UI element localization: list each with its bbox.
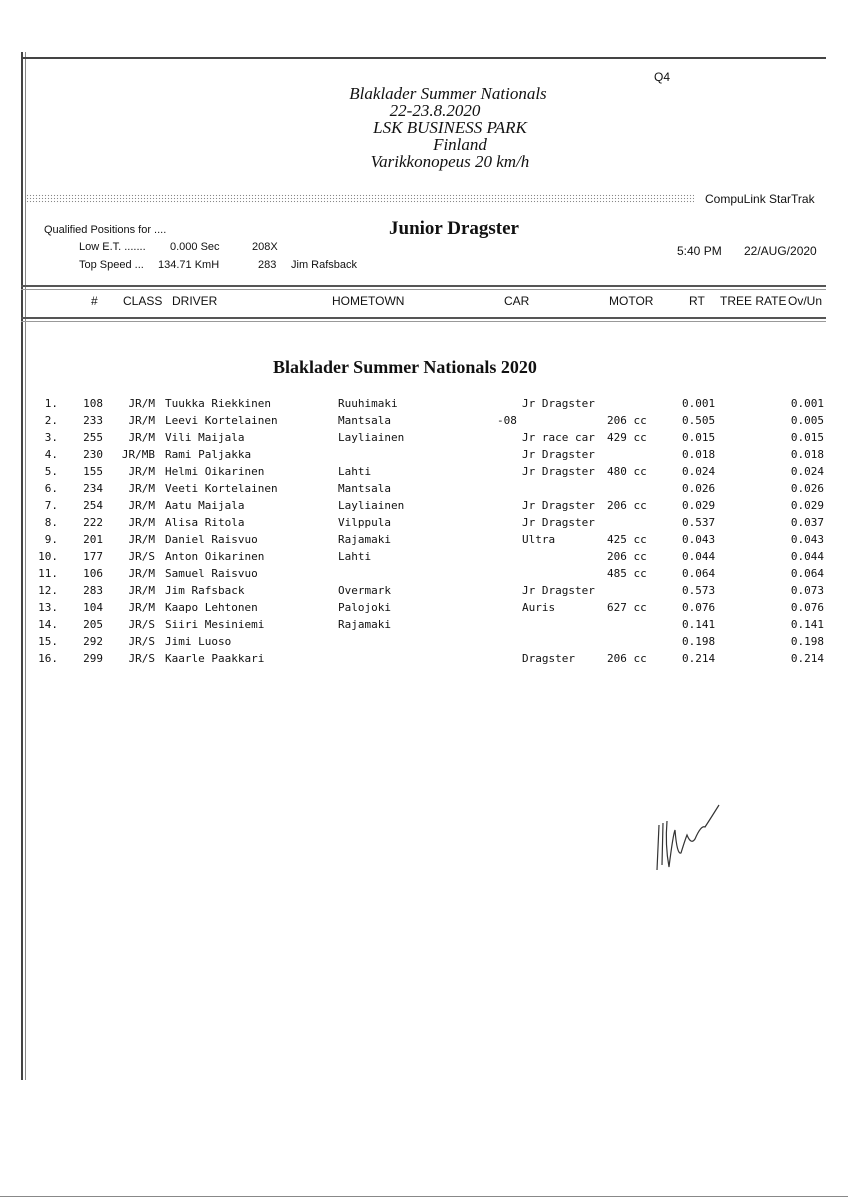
header-rule-top-thin (21, 289, 826, 290)
class-title: Junior Dragster (389, 218, 519, 239)
cell-class: JR/S (128, 635, 155, 648)
cell-num: 108 (83, 397, 103, 410)
cell-driver: Veeti Kortelainen (165, 482, 278, 495)
col-tree-rate: TREE RATE (720, 294, 787, 308)
result-row (0, 618, 848, 635)
cell-class: JR/M (128, 516, 155, 529)
result-row (0, 652, 848, 669)
low-et-car: 208X (252, 241, 278, 253)
cell-hometown: Layliainen (338, 499, 405, 512)
cell-rt: 0.018 (682, 448, 716, 461)
cell-car: Jr Dragster (522, 397, 595, 410)
cell-ovun: 0.073 (790, 584, 824, 597)
cell-num: 177 (83, 550, 103, 563)
cell-ovun: 0.037 (790, 516, 824, 529)
page-bottom-edge (0, 1196, 848, 1197)
cell-ovun: 0.214 (790, 652, 824, 665)
report-date: 22/AUG/2020 (744, 244, 817, 258)
cell-pos: 5. (44, 465, 58, 478)
cell-ovun: 0.198 (790, 635, 824, 648)
cell-class: JR/M (128, 567, 155, 580)
cell-ovun: 0.076 (790, 601, 824, 614)
cell-pos: 12. (38, 584, 58, 597)
cell-rt: 0.198 (682, 635, 716, 648)
cell-pos: 4. (44, 448, 58, 461)
header-rule-top (21, 285, 826, 287)
cell-num: 104 (83, 601, 103, 614)
cell-driver: Vili Maijala (165, 431, 245, 444)
event-dates: 22-23.8.2020 (389, 101, 481, 120)
cell-ovun: 0.005 (790, 414, 824, 427)
software-label: CompuLink StarTrak (705, 192, 815, 206)
col-driver: DRIVER (172, 294, 218, 308)
result-row (0, 448, 848, 465)
top-speed-car: 283 (258, 259, 277, 271)
event-venue: LSK BUSINESS PARK (373, 118, 527, 137)
cell-rt: 0.026 (682, 482, 716, 495)
cell-rt: 0.076 (682, 601, 716, 614)
cell-rt: 0.029 (682, 499, 716, 512)
low-et-value: 0.000 Sec (170, 241, 220, 253)
result-row (0, 601, 848, 618)
cell-class: JR/M (128, 499, 155, 512)
event-country: Finland (433, 135, 487, 154)
event-name: Blaklader Summer Nationals (349, 84, 547, 103)
cell-class: JR/M (128, 533, 155, 546)
cell-car: -08 (497, 414, 517, 427)
col-car: CAR (504, 294, 530, 308)
cell-class: JR/M (128, 482, 155, 495)
report-time: 5:40 PM (677, 244, 722, 258)
cell-pos: 8. (44, 516, 58, 529)
cell-pos: 11. (38, 567, 58, 580)
cell-class: JR/MB (121, 448, 155, 461)
cell-driver: Jim Rafsback (165, 584, 245, 597)
cell-ovun: 0.141 (790, 618, 824, 631)
result-row (0, 635, 848, 652)
cell-num: 205 (83, 618, 103, 631)
col-ovun: Ov/Un (788, 294, 823, 308)
cell-rt: 0.573 (682, 584, 716, 597)
frame-top-border (21, 57, 826, 59)
cell-num: 299 (83, 652, 103, 665)
cell-hometown: Lahti (338, 550, 372, 563)
cell-motor: 429 cc (607, 431, 647, 444)
cell-hometown: Rajamaki (338, 533, 391, 546)
result-row (0, 431, 848, 448)
cell-motor: 480 cc (607, 465, 647, 478)
cell-driver: Kaapo Lehtonen (165, 601, 258, 614)
cell-class: JR/M (128, 414, 155, 427)
cell-class: JR/M (128, 601, 155, 614)
col-rt: RT (689, 294, 705, 308)
cell-ovun: 0.024 (790, 465, 824, 478)
cell-motor: 206 cc (607, 550, 647, 563)
cell-rt: 0.064 (682, 567, 716, 580)
result-row (0, 584, 848, 601)
cell-pos: 13. (38, 601, 58, 614)
cell-ovun: 0.043 (790, 533, 824, 546)
cell-car: Jr Dragster (522, 465, 595, 478)
result-row (0, 567, 848, 584)
cell-motor: 206 cc (607, 499, 647, 512)
cell-rt: 0.505 (682, 414, 716, 427)
result-row (0, 550, 848, 567)
cell-num: 222 (83, 516, 103, 529)
cell-hometown: Layliainen (338, 431, 405, 444)
cell-rt: 0.043 (682, 533, 716, 546)
cell-rt: 0.024 (682, 465, 716, 478)
result-row (0, 516, 848, 533)
cell-motor: 206 cc (607, 652, 647, 665)
cell-class: JR/S (128, 618, 155, 631)
cell-class: JR/M (128, 465, 155, 478)
pit-speed-note: Varikkonopeus 20 km/h (370, 152, 530, 171)
cell-driver: Leevi Kortelainen (165, 414, 278, 427)
result-row (0, 482, 848, 499)
cell-driver: Helmi Oikarinen (165, 465, 265, 478)
cell-class: JR/M (128, 397, 155, 410)
cell-driver: Jimi Luoso (165, 635, 232, 648)
cell-driver: Tuukka Riekkinen (165, 397, 271, 410)
cell-motor: 485 cc (607, 567, 647, 580)
cell-ovun: 0.001 (790, 397, 824, 410)
cell-num: 155 (83, 465, 103, 478)
cell-pos: 15. (38, 635, 58, 648)
cell-car: Jr race car (522, 431, 595, 444)
cell-car: Dragster (522, 652, 575, 665)
cell-class: JR/S (128, 550, 155, 563)
cell-ovun: 0.044 (790, 550, 824, 563)
cell-car: Ultra (522, 533, 556, 546)
cell-pos: 9. (44, 533, 58, 546)
section-title: Blaklader Summer Nationals 2020 (273, 357, 537, 377)
event-header (300, 85, 600, 170)
top-speed-label: Top Speed ... (79, 259, 144, 271)
top-speed-driver: Jim Rafsback (291, 259, 358, 271)
cell-rt: 0.001 (682, 397, 716, 410)
cell-motor: 627 cc (607, 601, 647, 614)
cell-hometown: Mantsala (338, 414, 391, 427)
cell-driver: Kaarle Paakkari (165, 652, 265, 665)
result-row (0, 397, 848, 414)
cell-ovun: 0.015 (790, 431, 824, 444)
header-rule-bottom-thin (21, 321, 826, 322)
cell-car: Jr Dragster (522, 448, 595, 461)
cell-rt: 0.044 (682, 550, 716, 563)
cell-num: 255 (83, 431, 103, 444)
cell-hometown: Lahti (338, 465, 372, 478)
dotted-band (26, 194, 694, 203)
result-row (0, 414, 848, 431)
col-hometown: HOMETOWN (332, 294, 405, 308)
cell-pos: 16. (38, 652, 58, 665)
top-speed-value: 134.71 KmH (158, 259, 220, 271)
col-num: # (91, 294, 98, 308)
col-class: CLASS (123, 294, 163, 308)
report-code: Q4 (654, 70, 671, 84)
cell-ovun: 0.018 (790, 448, 824, 461)
cell-num: 201 (83, 533, 103, 546)
cell-num: 234 (83, 482, 103, 495)
cell-class: JR/S (128, 652, 155, 665)
cell-class: JR/M (128, 584, 155, 597)
cell-motor: 206 cc (607, 414, 647, 427)
cell-rt: 0.141 (682, 618, 716, 631)
cell-rt: 0.214 (682, 652, 716, 665)
cell-num: 230 (83, 448, 103, 461)
cell-driver: Samuel Raisvuo (165, 567, 258, 580)
qualified-label: Qualified Positions for .... (44, 224, 167, 236)
cell-driver: Anton Oikarinen (165, 550, 265, 563)
cell-motor: 425 cc (607, 533, 647, 546)
cell-num: 233 (83, 414, 103, 427)
result-row (0, 465, 848, 482)
cell-car: Jr Dragster (522, 499, 595, 512)
cell-driver: Aatu Maijala (165, 499, 245, 512)
cell-hometown: Overmark (338, 584, 391, 597)
result-row (0, 499, 848, 516)
cell-driver: Rami Paljakka (165, 448, 252, 461)
cell-pos: 3. (44, 431, 58, 444)
cell-pos: 2. (44, 414, 58, 427)
cell-pos: 6. (44, 482, 58, 495)
cell-pos: 10. (38, 550, 58, 563)
cell-pos: 1. (44, 397, 58, 410)
cell-num: 106 (83, 567, 103, 580)
col-motor: MOTOR (609, 294, 654, 308)
result-row (0, 533, 848, 550)
cell-num: 283 (83, 584, 103, 597)
cell-num: 292 (83, 635, 103, 648)
cell-car: Jr Dragster (522, 584, 595, 597)
cell-driver: Daniel Raisvuo (165, 533, 258, 546)
cell-hometown: Rajamaki (338, 618, 391, 631)
cell-hometown: Palojoki (338, 601, 391, 614)
cell-car: Jr Dragster (522, 516, 595, 529)
cell-driver: Siiri Mesiniemi (165, 618, 265, 631)
cell-ovun: 0.064 (790, 567, 824, 580)
cell-hometown: Mantsala (338, 482, 391, 495)
cell-ovun: 0.029 (790, 499, 824, 512)
cell-pos: 14. (38, 618, 58, 631)
low-et-label: Low E.T. ....... (79, 241, 146, 253)
cell-hometown: Vilppula (338, 516, 391, 529)
signature (645, 795, 725, 875)
cell-rt: 0.015 (682, 431, 716, 444)
cell-driver: Alisa Ritola (165, 516, 245, 529)
cell-num: 254 (83, 499, 103, 512)
cell-hometown: Ruuhimaki (338, 397, 398, 410)
header-rule-bottom (21, 317, 826, 319)
cell-ovun: 0.026 (790, 482, 824, 495)
cell-class: JR/M (128, 431, 155, 444)
cell-rt: 0.537 (682, 516, 716, 529)
cell-car: Auris (522, 601, 556, 614)
cell-pos: 7. (44, 499, 58, 512)
